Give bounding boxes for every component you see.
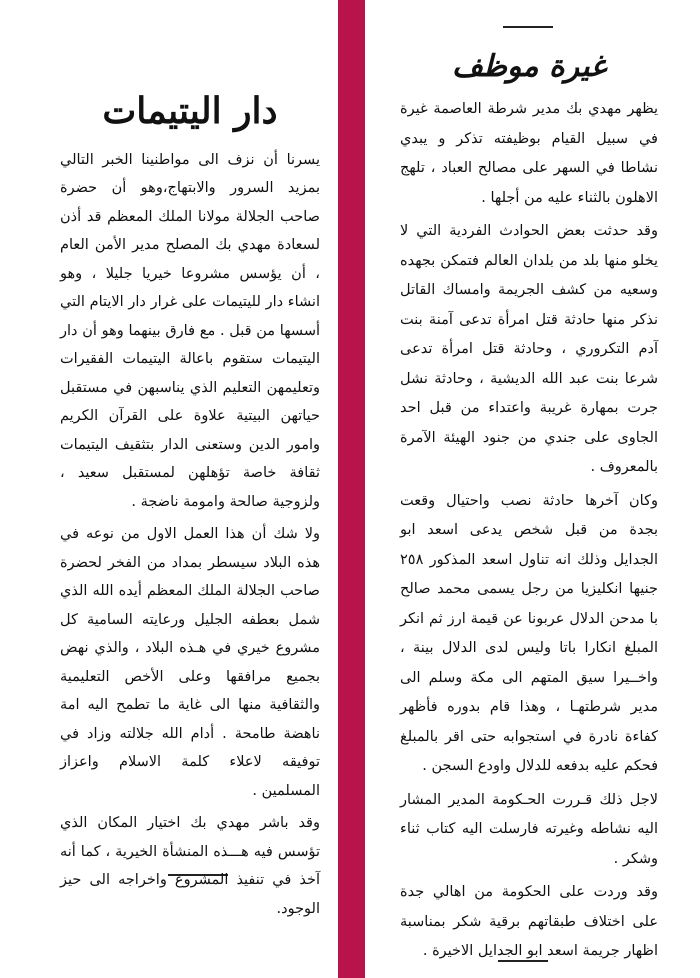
right-article-title: غيرة موظف [452,49,606,84]
left-article-paragraph: ولا شك أن هذا العمل الاول من نوعه في هذه البلاد سيسطر بمداد من الفخر لحضرة صاحب الجلالة الملك المعظم أيده الله الذي شمل بعطفه الجليل ورعايته السامية كل مشروع خيري في هـذه البلاد ، والذي نهض بجميع مرافقها وعلى الأخص التعليمية والثقافية منها الى غاية ما تطمح اليه امة ناهضة طامحة . أدام الله جلالته وزاد في توفيقه لاعلاء كلمة الاسلام واعزاز المسلمين . [60,526,320,799]
left-article-paragraph: يسرنا أن نزف الى مواطنينا الخبر التالي بمزيد السرور والابتهاج،وهو أن حضرة صاحب الجلالة مولانا الملك المعظم قد أذن لسعادة مهدي بك المصلح مدير الأمن العام ، أن يؤسس مشروعا خيريا جليلا ، وهو انشاء دار لليتيمات على غرار دار الايتام التي أسسها من قبل . مع فارق بينهما وهو أن دار اليتيمات ستقوم باعالة اليتيمات الفقيرات وتعليمهن التعليم الذي يناسبهن في مستقبل حياتهن البيتية علاوة على القرآن الكريم وامور الدين وستعنى الدار بتثقيف اليتيمات ثقافة خاصة تؤهلهن لمستقبل سعيد ، ولزوجية صالحة وامومة ناضجة . [60,151,320,510]
right-article-paragraph: وقد حدثت بعض الحوادث الفردية التي لا يخلو منها بلد من بلدان العالم فتمكن بجهده وسعيه من كشف الجريمة وامساك القاتل نذكر منها حادثة قتل امرأة تدعى آمنة بنت آدم التكروري ، وحادثة قتل امرأة تدعى شرعا بنت عبد الله الديشية ، وحادثة نشل جرت بمهارة غريبة واعتداء من قبل احد الجاوى على جندي من جنود الهيئة الآمرة بالمعروف . [400,223,658,475]
right-article [400,50,658,971]
right-article-paragraph: يظهر مهدي بك مدير شرطة العاصمة غيرة في سبيل القيام بوظيفته تذكر و يبدي نشاطا في السهر على مصالح العباد ، تلهج الاهلون بالثناء عليه من أجلها . [400,101,658,206]
left-article-title: دار اليتيمات [102,90,278,132]
left-article-paragraph: وقد باشر مهدي بك اختيار المكان الذي تؤسس فيه هـــذه المنشأة الخيرية ، كما أنه آخذ في تنفيذ المشروع واخراجه الى حيز الوجود. [60,815,320,917]
left-article [60,92,320,927]
right-article-paragraph: لاجل ذلك قـررت الحـكومة المدير المشار اليه نشاطه وغيرته فارسلت اليه كتاب ثناء وشكر . [400,791,658,867]
top-rule [503,26,553,28]
right-article-paragraph: وقد وردت على الحكومة من اهالي جدة على اختلاف طبقاتهم برقية شكر بمناسبة اظهار جريمة اسعد ابو الجدايل الاخيرة . [400,884,658,959]
column-divider [338,0,365,978]
right-article-paragraph: وكان آخرها حادثة نصب واحتيال وقعت بجدة من قبل شخص يدعى اسعد ابو الجدايل وذلك انه تناول اسعد المذكور ٢٥٨ جنيها انكليزيا من رجل يسمى محمد صالح با مدحن الدلال عربونا عن قيمة ارز ثم انكر المبلغ انكارا باتا وليس لدى الدلال بينة ، واخــيرا سيق المتهم الى مكة وسلم الى مدير شرطتهـا ، وهذا قام بدوره فأظهر كفاءة نادرة في استجوابه حتى اقر بالمبلغ فحكم عليه بدفعه للدلال واودع السجن . [400,492,658,774]
